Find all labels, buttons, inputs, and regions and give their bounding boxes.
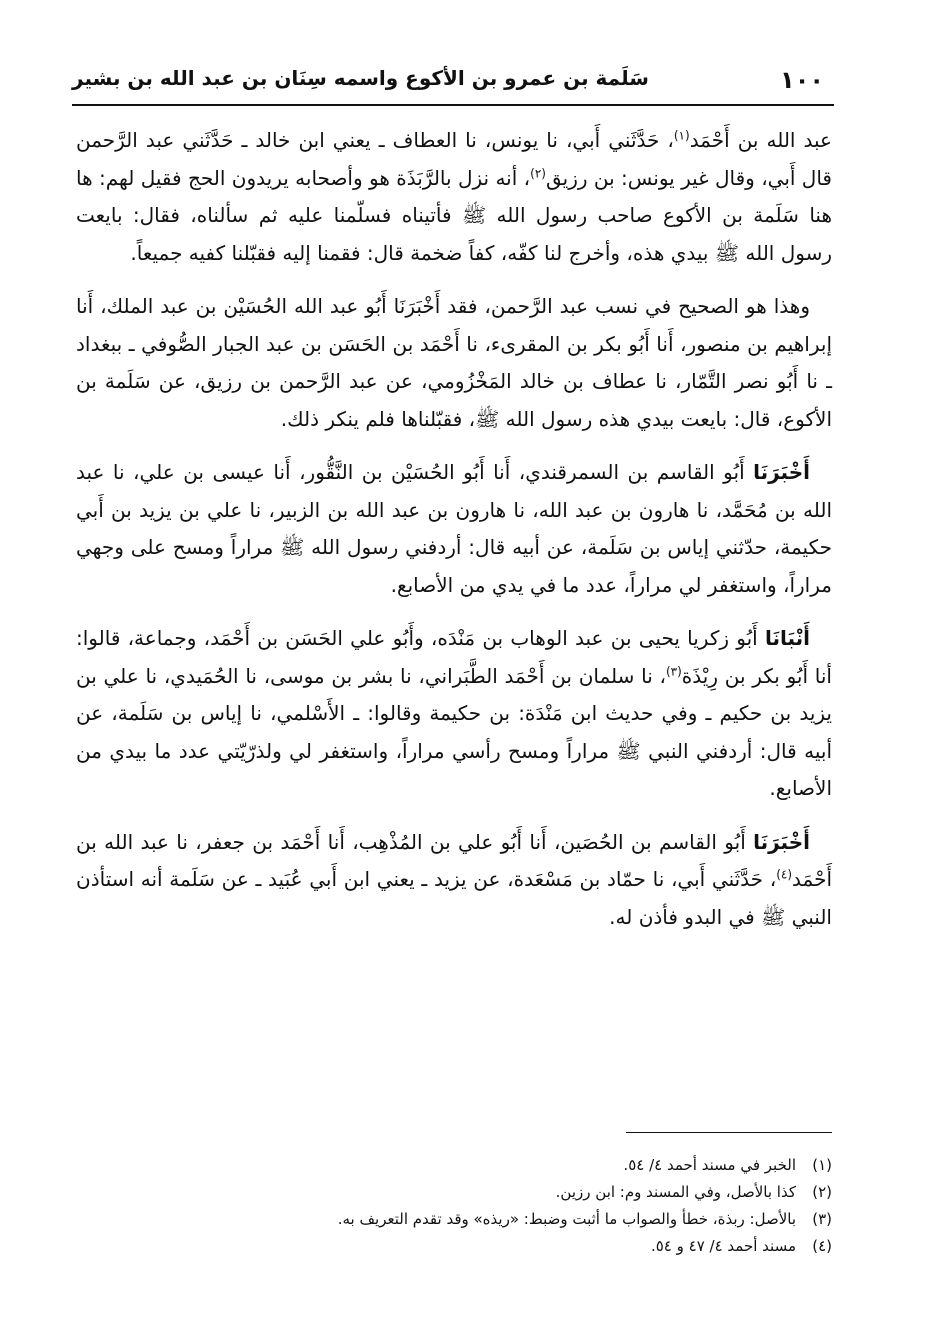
footnote-text: الخبر في مسند أحمد ٤/ ٥٤. [623,1156,796,1174]
footnote-number: (٣) [812,1210,832,1228]
footnote-number: (١) [812,1156,832,1174]
footnote-4 [150,1233,832,1260]
paragraph-text: أَبُو زكريا يحيى بن عبد الوهاب بن مَنْدَه، وأَبُو علي الحَسَن بن أَحْمَد، وجماعة، قالوا: أنا أَبُو بكر بن رِيْذَة [76,626,832,688]
footnote-3 [150,1206,832,1233]
running-title: سَلَمة بن عمرو بن الأكوع واسمه سِنَان بن عبد الله بن بشير [72,66,649,90]
footnotes [150,1152,832,1260]
paragraph-text: ، نا سلمان بن أَحْمَد الطَّبَراني، نا بشر بن موسى، نا الحُمَيدي، نا علي بن يزيد بن حكيم ـ وفي حديث ابن مَنْدَة: بن حكيمة وقالوا: ـ الأَسْلمي، نا إياس بن سَلَمة، عن أبيه قال: أردفني النبي ﷺ مراراً ومسح رأسي مراراً، واستغفر لي ولذرّيّتي عدد ما بيدي من الأصابع. [76,663,832,800]
footnote-ref-4: (٤) [776,867,793,882]
paragraph-text: ، حَدَّثَني أَبي، نا يونس، نا العطاف ـ يعني ابن خالد ـ حَدَّثَني عبد الرَّحمن قال أَبي، وقال غير يونس: بن رزيق [76,128,832,190]
isnad-lead-word: أَخْبَرَنَا [753,829,810,854]
footnote-ref-2: (٢) [530,165,546,180]
footnote-text: بالأصل: ربذة، خطأ والصواب ما أثبت وضبط: «ريذه» وقد تقدم التعريف به. [337,1210,796,1228]
footnote-2 [150,1179,832,1206]
footnote-rule [626,1132,832,1133]
page-header [72,62,832,102]
footnote-text: مسند أحمد ٤/ ٤٧ و ٥٤. [650,1237,796,1255]
page-number: ١٠٠ [780,66,824,94]
header-rule [72,104,834,106]
footnote-text: كذا بالأصل، وفي المسند وم: ابن رزين. [555,1183,796,1201]
isnad-lead-word: أَخْبَرَنَا [753,460,810,484]
paragraph-text: أَبُو القاسم بن الحُصَين، أَنا أَبُو علي بن المُذْهِب، أَنا أَحْمَد بن جعفر، نا عبد الله بن أَحْمَد [76,829,832,891]
paragraph-3 [76,454,832,604]
paragraph-5 [76,824,832,937]
footnote-ref-3: (٣) [665,663,682,678]
paragraph-text: وهذا هو الصحيح في نسب عبد الرَّحمن، فقد أَخْبَرَنَا أَبُو عبد الله الحُسَيْن بن عبد الملك، أَنا إبراهيم بن منصور، أَنا أَبُو بكر بن المقرىء، نا أَحْمَد بن الحَسَن بن عبد الجبار الصُّوفي ـ ببغداد ـ نا أَبُو نصر التَّمّار، نا عطاف بن خالد المَخْزُومي، عن عبد الرَّحمن بن رزيق، عن سَلَمة بن الأكوع، قال: بايعت بيدي هذه رسول الله ﷺ، فقبّلناها فلم ينكر ذلك. [76,294,832,431]
paragraph-text: ، حَدَّثَني أَبي، نا حمّاد بن مَسْعَدة، عن يزيد ـ يعني ابن أَبي عُبَيد ـ عن سَلَمة أنه استأذن النبي ﷺ في البدو فأذن له. [76,867,832,929]
footnote-number: (٤) [812,1237,832,1255]
paragraph-4 [76,620,832,808]
paragraph-text: أَبُو القاسم بن السمرقندي، أَنا أَبُو الحُسَيْن بن النَّقُّور، أَنا عيسى بن علي، نا عبد الله بن مُحَمَّد، نا هارون بن عبد الله، نا هارون بن عبد الله بن الزبير، نا علي بن يزيد بن أَبي حكيمة، حدّثني إياس بن سَلَمة، عن أبيه قال: أردفني رسول الله ﷺ مراراً ومسح على وجهي مراراً، واستغفر لي مراراً، عدد ما في يدي من الأصابع. [76,460,832,597]
paragraph-1 [76,122,832,272]
paragraph-2 [76,288,832,438]
paragraph-text: عبد الله بن أَحْمَد [689,128,832,152]
footnote-ref-1: (١) [673,128,690,143]
paragraph-text: ، أنه نزل بالرَّبَذَة هو وأصحابه يريدون الحج فقيل لهم: ها هنا سَلَمة بن الأكوع صاحب رسول الله ﷺ فأتيناه فسلّمنا عليه ثم سألناه، فقال: بايعت رسول الله ﷺ بيدي هذه، وأخرج لنا كفّه، كفاً ضخمة قال: فقمنا إليه فقبّلنا كفيه جميعاً. [76,165,832,265]
main-text [76,122,832,952]
isnad-lead-word: أَنْبَانَا [764,626,810,650]
footnote-number: (٢) [812,1183,832,1201]
footnote-1 [150,1152,832,1179]
